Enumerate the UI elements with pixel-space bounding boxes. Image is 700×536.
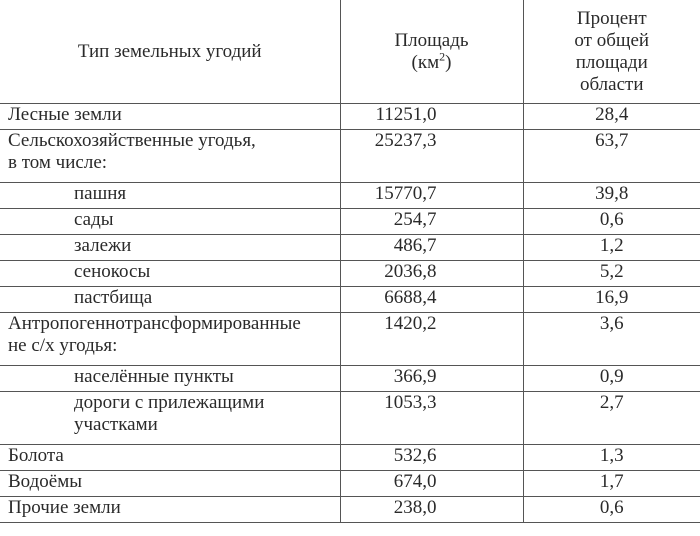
row-name-line2: не с/х угодья: [8, 335, 118, 356]
row-name [0, 392, 340, 445]
row-percent: 16,9 [523, 287, 700, 313]
row-area: 366,9 [340, 366, 523, 392]
table-row [0, 261, 700, 287]
row-area: 6688,4 [340, 287, 523, 313]
table-row [0, 209, 700, 235]
header-land-type [0, 0, 340, 104]
row-name: сенокосы [0, 261, 340, 287]
table-row [0, 235, 700, 261]
row-percent: 1,7 [523, 471, 700, 497]
row-percent: 28,4 [523, 104, 700, 130]
row-area: 238,0 [340, 497, 523, 523]
row-name: населённые пункты [0, 366, 340, 392]
row-percent: 0,6 [523, 497, 700, 523]
row-percent: 1,2 [523, 235, 700, 261]
header-land-type-label: Тип земельных угодий [77, 40, 262, 62]
table-row [0, 445, 700, 471]
header-percent-line1: Процент [576, 7, 647, 29]
table-row [0, 183, 700, 209]
header-percent [523, 0, 700, 104]
row-name-line2: в том числе: [8, 152, 108, 173]
row-name: сады [0, 209, 340, 235]
table-row [0, 366, 700, 392]
row-name-line1: Антропогеннотрансформированные [8, 313, 301, 334]
row-area: 674,0 [340, 471, 523, 497]
row-area: 1420,2 [340, 313, 523, 366]
row-percent: 5,2 [523, 261, 700, 287]
row-name: Прочие земли [0, 497, 340, 523]
table-row [0, 497, 700, 523]
row-percent: 3,6 [523, 313, 700, 366]
row-area: 532,6 [340, 445, 523, 471]
row-area: 254,7 [340, 209, 523, 235]
row-percent: 0,9 [523, 366, 700, 392]
row-name: залежи [0, 235, 340, 261]
row-name: Лесные земли [0, 104, 340, 130]
header-percent-line3: площади [575, 51, 648, 73]
row-name-line1: дороги с прилежащими [74, 392, 265, 413]
header-area-label: Площадь [394, 29, 469, 51]
row-area: 1053,3 [340, 392, 523, 445]
row-name: пастбища [0, 287, 340, 313]
table-row [0, 313, 700, 366]
header-area-unit: $(км^2)$ [411, 49, 452, 73]
row-area: 11251,0 [340, 104, 523, 130]
row-percent: 39,8 [523, 183, 700, 209]
row-area: 486,7 [340, 235, 523, 261]
table-row [0, 130, 700, 183]
header-percent-line4: области [579, 73, 644, 95]
row-name [0, 130, 340, 183]
row-area: 2036,8 [340, 261, 523, 287]
row-name: Болота [0, 445, 340, 471]
table-row [0, 392, 700, 445]
row-name: Водоёмы [0, 471, 340, 497]
row-percent: 1,3 [523, 445, 700, 471]
row-percent: 2,7 [523, 392, 700, 445]
row-area: 25237,3 [340, 130, 523, 183]
row-name: пашня [0, 183, 340, 209]
row-percent: 0,6 [523, 209, 700, 235]
table-row [0, 104, 700, 130]
table-row [0, 287, 700, 313]
header-area [340, 0, 523, 104]
row-name-line2: участками [74, 414, 158, 435]
row-area: 15770,7 [340, 183, 523, 209]
header-percent-line2: от общей [574, 29, 650, 51]
row-name-line1: Сельскохозяйственные угодья, [8, 130, 256, 151]
table-header-row [0, 0, 700, 104]
row-name [0, 313, 340, 366]
row-percent: 63,7 [523, 130, 700, 183]
table-row [0, 471, 700, 497]
